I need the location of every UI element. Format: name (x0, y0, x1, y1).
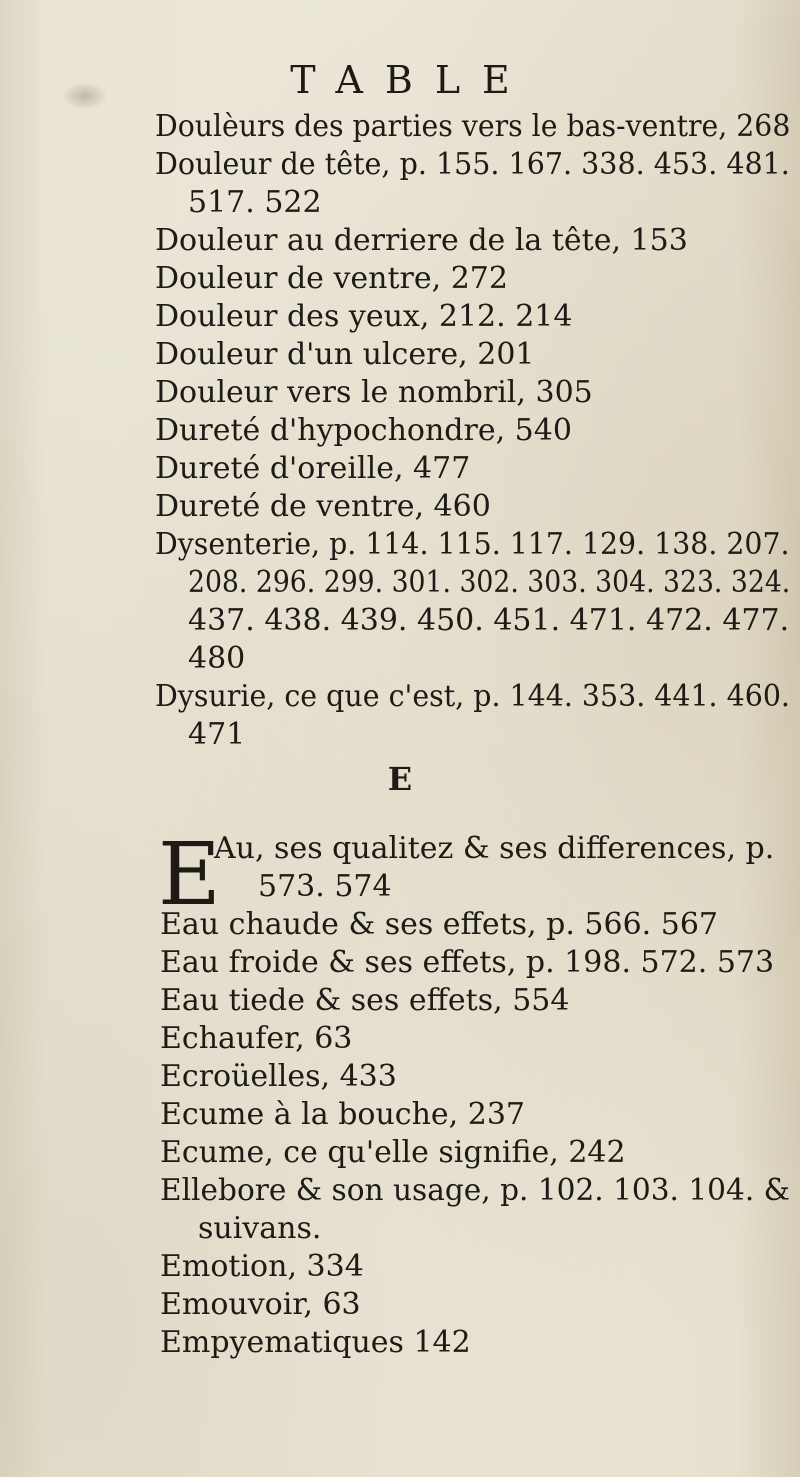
index-entry: Ecume à la bouche, 237 (160, 1097, 525, 1132)
index-entry: Eau froide & ses effets, p. 198. 572. 573 (160, 945, 775, 980)
index-entry: Douleur de ventre, 272 (155, 261, 508, 296)
index-entry: Au, ses qualitez & ses differences, p. (214, 831, 775, 866)
index-entry: Emotion, 334 (160, 1249, 364, 1284)
index-entry: Ecume, ce qu'elle signifie, 242 (160, 1135, 626, 1170)
index-entry: Ecroüelles, 433 (160, 1059, 397, 1094)
index-entry-continuation: 480 (188, 641, 246, 676)
page-header: TABLE (290, 58, 532, 102)
index-entry: Dureté de ventre, 460 (155, 489, 491, 524)
index-entry: Douleur vers le nombril, 305 (155, 375, 593, 410)
index-entry: Dysenterie, p. 114. 115. 117. 129. 138. 207. (155, 527, 790, 562)
index-entry-continuation: 437. 438. 439. 450. 451. 471. 472. 477. (188, 603, 790, 638)
index-entry: Ellebore & son usage, p. 102. 103. 104. & (160, 1173, 790, 1208)
index-entry-continuation: 208. 296. 299. 301. 302. 303. 304. 323. 324. (188, 565, 791, 600)
index-entry: Dureté d'hypochondre, 540 (155, 413, 572, 448)
index-entry: Emouvoir, 63 (160, 1287, 361, 1322)
index-entry: Eau tiede & ses effets, 554 (160, 983, 570, 1018)
index-entry: Echaufer, 63 (160, 1021, 353, 1056)
index-entry: Dysurie, ce que c'est, p. 144. 353. 441. 460. (155, 679, 790, 714)
index-entry: Douleur des yeux, 212. 214 (155, 299, 573, 334)
section-letter: E (387, 760, 413, 798)
index-entry-continuation: 517. 522 (188, 185, 322, 220)
index-entry: Dureté d'oreille, 477 (155, 451, 471, 486)
index-entry: Empyematiques 142 (160, 1325, 471, 1360)
drop-cap: E (158, 825, 221, 925)
index-entry: Doulèurs des parties vers le bas-ventre, 268 (155, 109, 791, 144)
index-entry-continuation: 573. 574 (258, 869, 392, 904)
index-entry: Douleur au derriere de la tête, 153 (155, 223, 688, 258)
index-entry: Douleur de tête, p. 155. 167. 338. 453. 481. (155, 147, 790, 182)
index-entry-continuation: 471 (188, 717, 246, 752)
index-entry: Eau chaude & ses effets, p. 566. 567 (160, 907, 719, 942)
index-entry: Douleur d'un ulcere, 201 (155, 337, 535, 372)
index-entry-continuation: suivans. (198, 1211, 322, 1246)
